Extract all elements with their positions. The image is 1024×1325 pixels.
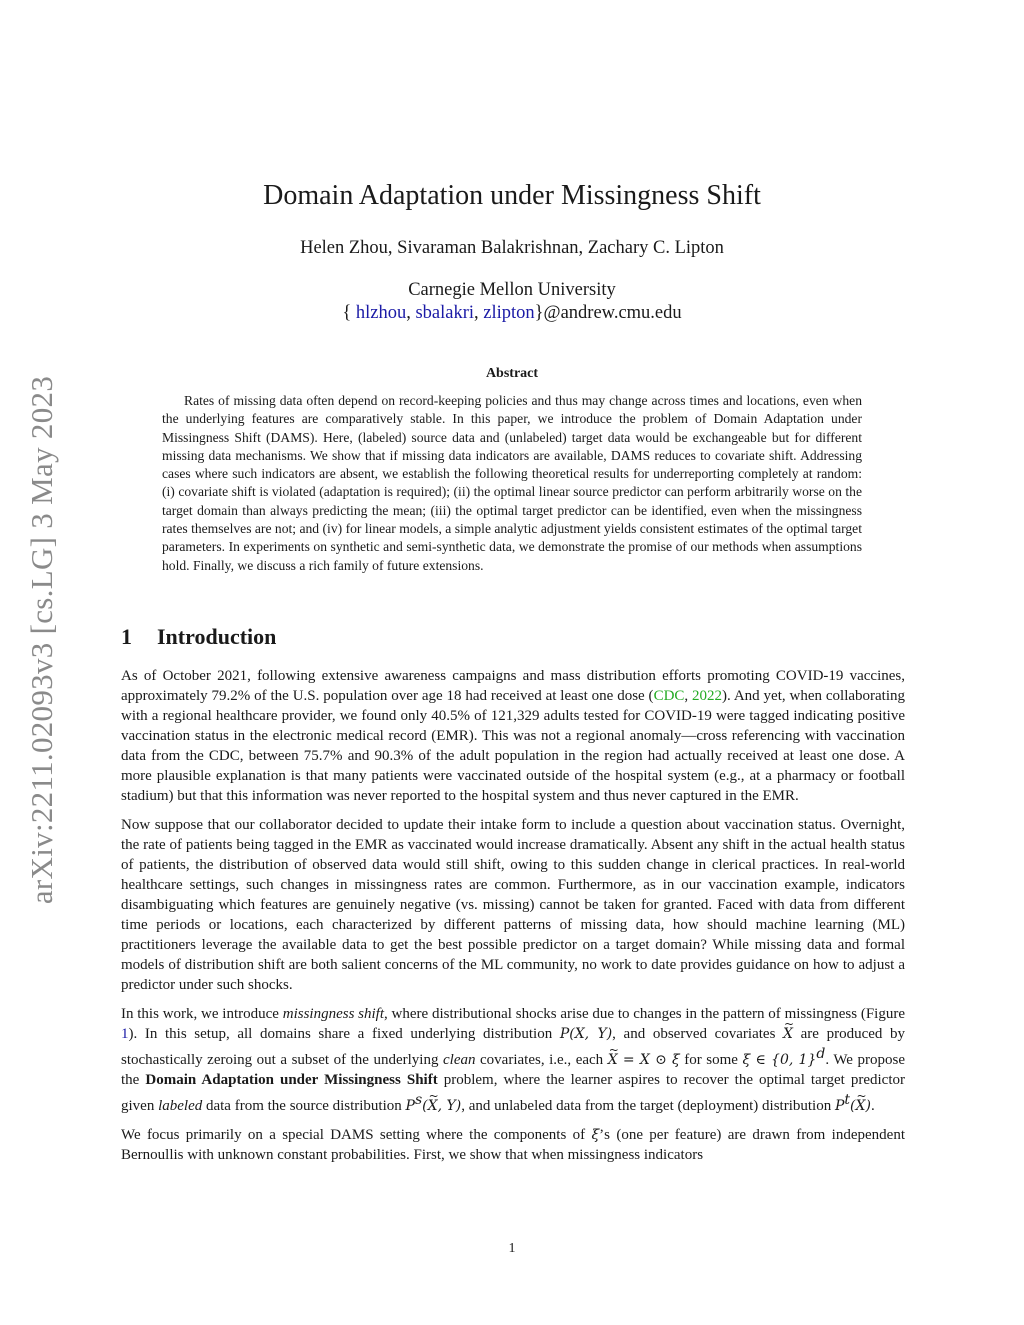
authors: Helen Zhou, Sivaraman Balakrishnan, Zachary C. Lipton — [300, 238, 724, 258]
section-title: Introduction — [157, 624, 277, 649]
email-link-hlzhou[interactable]: hlzhou — [355, 303, 407, 323]
section-number: 1 — [121, 624, 132, 649]
email-link-sbalakri[interactable]: sbalakri — [415, 303, 475, 323]
affiliation: Carnegie Mellon University — [408, 280, 616, 300]
paragraph-2: Now suppose that our collaborator decided to update their intake form to include a question about vaccination status. Overnight, the rate of patients being tagged in the EMR as vaccinated would increase dramatically. Absent any shift in the actual health status of patients, the distribution of observed data would still shift, owing to this sudden change in clerical practices. In real-world healthcare settings, such changes in missingness rates are common. Furthermore, as in our vaccination example, indicators disambiguating which features are genuinely negative (vs. missing) cannot be taken for granted. Faced with data from different time periods or locations, each characterized by different patterns of missing data, how should machine learning (ML) practitioners leverage the available data to get the best possible predictor on a target domain? While missing data and formal models of distribution shift are both salient concerns of the ML community, no work to date provides guidance on how to adjust a predictor under such shocks. — [121, 817, 905, 993]
body-text — [121, 666, 905, 1174]
affiliation-block — [0, 279, 1024, 325]
paragraph-3: In this work, we introduce missingness shift, where distributional shocks arise due to changes in the pattern of missingness (Figure 1). In this setup, all domains share a fixed underlying distribution P(X, Y), and observed covariates ~ X are produced by stochastically zeroing out a subset of the underlying clean covariates, i.e., each ~ X = X ⊙ ξ for some ξ ∈ {0, 1}$^d$. We propose the Domain Adaptation under Missingness Shift problem, where the learner aspires to recover the optimal target predictor given labeled data from the source distribution $P^s(\sim$ X, Y), and unlabeled data from the target (deployment) distribution $P^t(\sim$ X). — [121, 1004, 905, 1116]
paragraph-1: As of October 2021, following extensive awareness campaigns and mass distribution efforts promoting COVID-19 vaccines, approximately 79.2% of the U.S. population over age 18 had received at least one dose (CDC, 2022). And yet, when collaborating with a regional healthcare provider, we found only 40.5% of 121,329 adults tested for COVID-19 were tagged indicating positive vaccination status in the electronic medical record (EMR). This was not a regional anomaly—cross referencing with vaccination data from the CDC, between 75.7% and 90.3% of the adult population in the region had actually received at least one dose. A more plausible explanation is that many patients were vaccinated outside of the hospital system (e.g., at a pharmacy or football stadium) but that this information was never reported to the hospital system and thus never captured in the EMR. — [121, 668, 906, 804]
abstract-heading: Abstract — [485, 366, 539, 381]
page-number: 1 — [508, 1241, 516, 1256]
email-line: { hlzhou, sbalakri, zlipton}@andrew.cmu.edu — [342, 303, 682, 323]
citation-link-year[interactable]: 2022 — [692, 688, 723, 704]
abstract-body: Rates of missing data often depend on record-keeping policies and thus may change across times and locations, even when the underlying features are comparatively stable. In this paper, we introduce the problem of Domain Adaptation under Missingness Shift (DAMS). Here, (labeled) source data and (unlabeled) target data would be exchangeable but for different missing data mechanisms. We show that if missing data indicators are available, DAMS reduces to covariate shift. Addressing cases where such indicators are absent, we establish the following theoretical results for underreporting completely at random: (i) covariate shift is violated (adaptation is required); (ii) the optimal linear source predictor can perform arbitrarily worse on the target domain than always predicting the mean; (iii) the optimal target predictor can be identified, even when the missingness rates themselves are not; and (iv) for linear models, a simple analytic adjustment yields consistent estimates of the optimal target parameters. In experiments on synthetic and semi-synthetic data, we demonstrate the promise of our methods when assumptions hold. Finally, we discuss a rich family of future extensions. — [162, 393, 862, 573]
paragraph-4: We focus primarily on a special DAMS setting where the components of ξ’s (one per feature) are drawn from independent Bernoullis with unknown constant probabilities. First, we show that when missingness indicators — [121, 1127, 905, 1163]
figure-ref-link[interactable]: 1 — [121, 1026, 129, 1042]
email-link-zlipton[interactable]: zlipton — [483, 303, 535, 323]
arxiv-watermark — [22, 350, 62, 930]
section-heading — [121, 624, 276, 650]
paper-title: Domain Adaptation under Missingness Shift — [263, 180, 761, 211]
citation-link-cdc[interactable]: CDC — [653, 688, 685, 704]
arxiv-id: arXiv:2211.02093v3 [cs.LG] 3 May 2023 — [24, 375, 59, 905]
